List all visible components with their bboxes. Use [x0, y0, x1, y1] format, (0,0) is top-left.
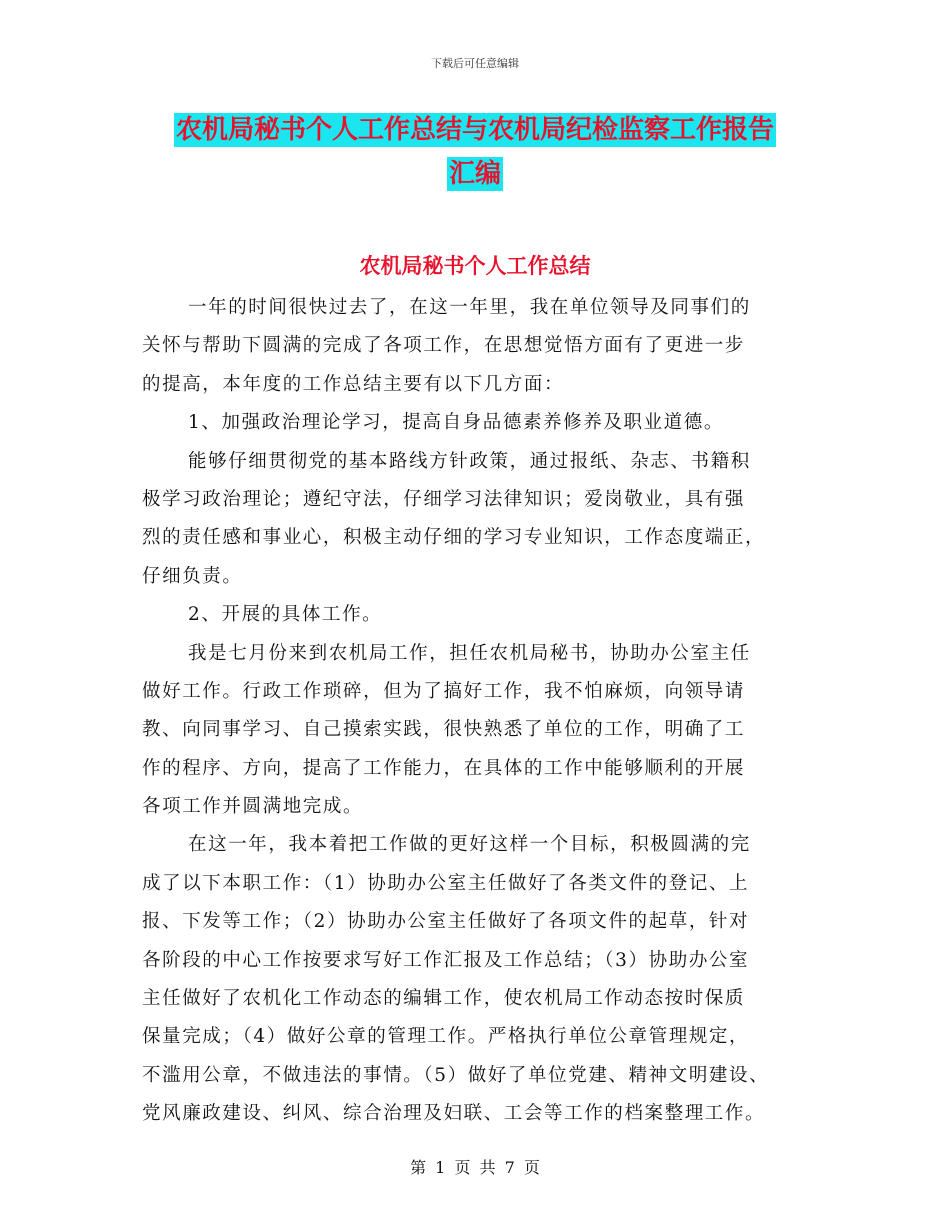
paragraph-line: 2、开展的具体工作。	[188, 604, 383, 626]
document-title	[0, 108, 950, 196]
document-title-line-2: 汇编	[448, 159, 501, 189]
paragraph-line: 党风廉政建设、纠风、综合治理及妇联、工会等工作的档案整理工作。	[142, 1103, 766, 1125]
paragraph-line: 1、加强政治理论学习，提高自身品德素养修养及职业道德。	[188, 412, 724, 434]
section-heading: 农机局秘书个人工作总结	[359, 254, 591, 278]
paragraph-line: 烈的责任感和事业心，积极主动仔细的学习专业知识，工作态度端正，	[142, 527, 766, 549]
header-note: 下载后可任意编辑	[431, 57, 519, 70]
page-number: 第 1 页 共 7 页	[410, 1158, 540, 1177]
document-title-line-1: 农机局秘书个人工作总结与农机局纪检监察工作报告	[175, 115, 774, 145]
paragraph-line: 各阶段的中心工作按要求写好工作汇报及工作总结；（3）协助办公室	[142, 949, 750, 971]
paragraph-line: 能够仔细贯彻党的基本路线方针政策，通过报纸、杂志、书籍积	[188, 450, 751, 472]
paragraph-line: 成了以下本职工作：（1）协助办公室主任做好了各类文件的登记、上	[142, 872, 750, 894]
paragraph-line: 报、下发等工作；（2）协助办公室主任做好了各项文件的起草，针对	[142, 911, 750, 933]
paragraph-line: 仔细负责。	[142, 565, 243, 587]
paragraph-line: 极学习政治理论；遵纪守法，仔细学习法律知识；爱岗敬业，具有强	[142, 488, 746, 510]
paragraph-line: 做好工作。行政工作琐碎，但为了搞好工作，我不怕麻烦，向领导请	[142, 680, 746, 702]
paragraph-line: 各项工作并圆满地完成。	[142, 796, 364, 818]
paragraph-line: 作的程序、方向，提高了工作能力，在具体的工作中能够顺利的开展	[142, 757, 746, 779]
paragraph-line: 一年的时间很快过去了，在这一年里，我在单位领导及同事们的	[188, 297, 751, 318]
paragraph-line: 不滥用公章，不做违法的事情。（5）做好了单位党建、精神文明建设、	[142, 1064, 770, 1086]
paragraph-line: 我是七月份来到农机局工作，担任农机局秘书，协助办公室主任	[188, 642, 751, 664]
paragraph-line: 的提高，本年度的工作总结主要有以下几方面：	[142, 373, 565, 395]
paragraph-line: 保量完成；（4）做好公章的管理工作。严格执行单位公章管理规定，	[142, 1026, 750, 1048]
body-text	[142, 289, 822, 1134]
paragraph-line: 关怀与帮助下圆满的完成了各项工作，在思想觉悟方面有了更进一步	[142, 335, 746, 357]
paragraph-line: 教、向同事学习、自己摸索实践，很快熟悉了单位的工作，明确了工	[142, 719, 746, 741]
paragraph-line: 主任做好了农机化工作动态的编辑工作，使农机局工作动态按时保质	[142, 988, 746, 1010]
paragraph-line: 在这一年，我本着把工作做的更好这样一个目标，积极圆满的完	[188, 834, 751, 856]
